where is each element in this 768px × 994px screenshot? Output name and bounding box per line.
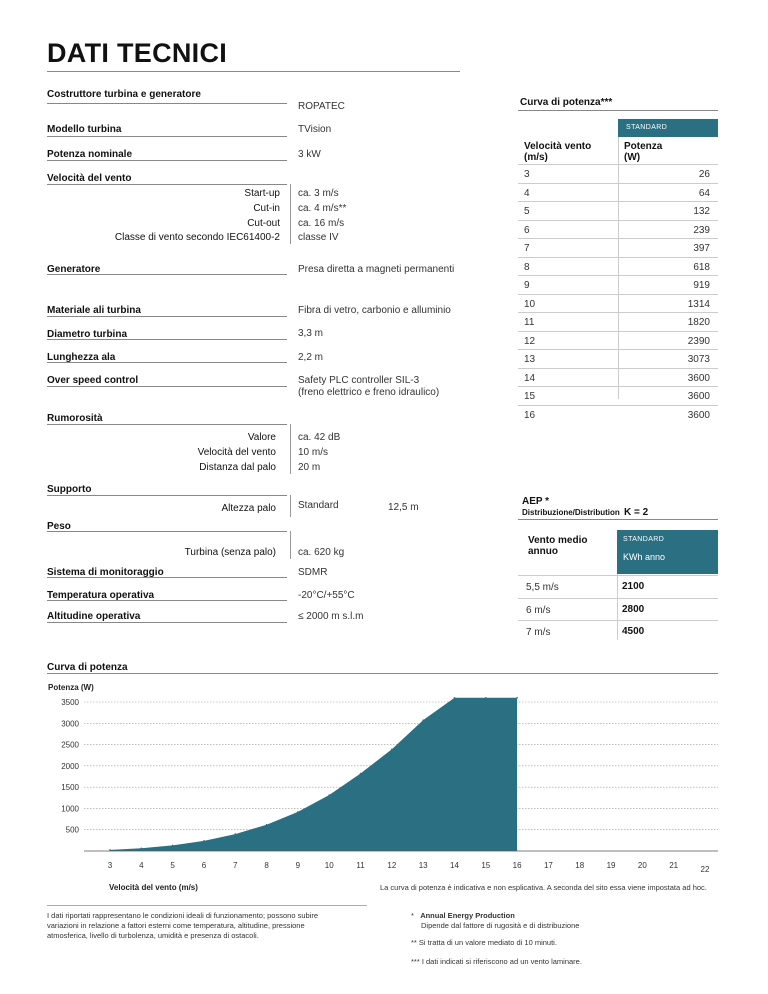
overspeed-label: Over speed control — [47, 375, 139, 386]
power-table-power: 1820 — [687, 317, 710, 328]
wind-startup-value: ca. 3 m/s — [298, 188, 339, 199]
chart-data-point — [203, 840, 205, 842]
power-table-power: 2390 — [687, 335, 710, 347]
temperature-value: -20°C/+55°C — [298, 590, 355, 601]
chart-xlabel: Velocità del vento (m/s) — [109, 883, 198, 892]
blade-material-label: Materiale ali turbina — [47, 305, 141, 316]
chart-ylabel: Potenza (W) — [48, 683, 94, 692]
monitoring-label: Sistema di monitoraggio — [47, 567, 164, 578]
chart-data-point — [360, 773, 362, 775]
power-table-speed: 15 — [524, 391, 536, 402]
power-table-speed: 11 — [524, 317, 535, 328]
footnote-star1-title: Annual Energy Production — [420, 911, 515, 920]
chart-xtick-label: 6 — [201, 861, 207, 870]
chart-data-point — [422, 719, 424, 721]
wind-cutout-label: Cut-out — [247, 218, 280, 229]
chart-xtick-label: 18 — [575, 861, 585, 870]
overspeed-value-1: Safety PLC controller SIL-3 — [298, 375, 420, 386]
wind-label: Velocità del vento — [47, 173, 132, 184]
chart-data-point — [266, 824, 268, 826]
power-table-power: 1314 — [687, 298, 710, 310]
power-table-power: 3600 — [687, 372, 710, 384]
blade-length-value: 2,2 m — [298, 352, 324, 363]
power-table-speed: 4 — [524, 187, 530, 199]
power-table-speed: 14 — [524, 372, 536, 384]
chart-data-point — [141, 847, 143, 849]
power-value: 3 kW — [298, 149, 321, 160]
noise-value: ca. 42 dB — [298, 432, 341, 443]
support-value: Standard — [298, 500, 339, 511]
weight-value: ca. 620 kg — [298, 547, 345, 558]
footnote-star2: ** Si tratta di un valore mediato di 10 minuti. — [411, 938, 557, 947]
wind-class-label: Classe di vento secondo IEC61400-2 — [114, 232, 280, 243]
manufacturer-value: ROPATEC — [298, 101, 345, 112]
wind-cutin-value: ca. 4 m/s** — [298, 203, 347, 214]
chart-ytick-label: 3500 — [61, 698, 79, 707]
footnote-star1 — [411, 911, 579, 931]
aep-value: 2800 — [622, 603, 645, 615]
aep-title: AEP * — [522, 496, 550, 507]
chart-xtick-label: 3 — [107, 861, 113, 870]
power-table-power: 3600 — [687, 409, 710, 421]
generator-label: Generatore — [47, 264, 101, 275]
chart-ytick-label: 2500 — [61, 740, 79, 750]
noise-wind-value: 10 m/s — [298, 447, 329, 458]
power-table-power: 239 — [693, 224, 710, 236]
model-label: Modello turbina — [47, 124, 122, 135]
diameter-value: 3,3 m — [298, 328, 324, 339]
power-table-power: 3600 — [687, 391, 710, 402]
chart-data-point — [109, 849, 111, 851]
manufacturer-label: Costruttore turbina e generatore — [47, 89, 201, 100]
chart-xtick-label: 15 — [481, 861, 491, 870]
power-table-speed: 13 — [524, 354, 536, 365]
overspeed-value-2: (freno elettrico e freno idraulico) — [298, 387, 440, 398]
aep-wind: 7 m/s — [526, 627, 551, 638]
footnote-left-line2: variazioni in relazione a fattori esterni come temperatura, altitudine, pressione — [47, 921, 305, 930]
chart-xtick-label: 16 — [512, 861, 522, 870]
wind-cutout-value: ca. 16 m/s — [298, 218, 345, 229]
wind-class-value: classe IV — [298, 232, 339, 243]
noise-distance-label: Distanza dal palo — [199, 462, 276, 473]
weight-label: Peso — [47, 521, 71, 532]
chart-section-title: Curva di potenza — [47, 662, 128, 673]
aep-k: K = 2 — [624, 507, 649, 518]
noise-wind-label: Velocità del vento — [197, 447, 276, 458]
weight-sub-label: Turbina (senza palo) — [184, 547, 276, 558]
chart-ytick-label: 3000 — [61, 719, 79, 729]
chart-data-point — [485, 697, 487, 699]
power-table-col2-2: (W) — [624, 152, 641, 163]
chart-xtick-label: 11 — [356, 861, 365, 870]
footnote-star1-mark: * — [411, 911, 414, 920]
chart-xtick-label: 8 — [264, 861, 269, 870]
power-table-speed: 5 — [524, 206, 530, 217]
power-table-speed: 7 — [524, 243, 530, 254]
power-table-power: 397 — [693, 243, 710, 254]
chart-xtick-label: 7 — [233, 861, 238, 870]
diameter-label: Diametro turbina — [47, 329, 128, 340]
blade-material-value: Fibra di vetro, carbonio e alluminio — [298, 305, 451, 316]
chart-ytick-label: 1500 — [61, 783, 79, 793]
chart-xtick-label: 9 — [295, 861, 301, 870]
power-label: Potenza nominale — [47, 149, 133, 160]
power-table-speed: 12 — [524, 335, 536, 347]
chart-data-point — [516, 697, 518, 699]
footnote-left-line1: I dati riportati rappresentano le condizioni ideali di funzionamento; possono subire — [47, 911, 318, 920]
chart-data-point — [454, 697, 456, 699]
noise-distance-value: 20 m — [298, 462, 321, 473]
support-sub-label: Altezza palo — [221, 503, 276, 514]
chart-note: La curva di potenza è indicativa e non esplicativa. A seconda del sito essa viene impostata ad hoc. — [380, 883, 707, 892]
chart-xtick-label: 20 — [637, 861, 647, 870]
chart-data-point — [328, 794, 330, 796]
monitoring-value: SDMR — [298, 567, 328, 578]
aep-col1-2: annuo — [528, 546, 558, 557]
footnote-star1-text: Dipende dal fattore di rugosità e di distribuzione — [421, 921, 580, 930]
footnote-left-line3: atmosferica, livello di turbolenza, umidità e presenza di ostacoli. — [47, 931, 259, 940]
footnote-left — [47, 911, 318, 941]
power-table-speed: 16 — [524, 409, 536, 421]
chart-xtick-label: 14 — [450, 861, 459, 870]
chart-data-point — [391, 748, 393, 750]
chart-xtick-label: 21 — [669, 861, 679, 870]
chart-data-point — [297, 811, 299, 813]
chart-xtick-label: 10 — [324, 861, 334, 870]
power-table-speed: 9 — [524, 280, 530, 291]
aep-value: 4500 — [622, 626, 645, 637]
power-table-power: 26 — [698, 169, 710, 180]
chart-area-series — [110, 698, 517, 851]
altitude-value: ≤ 2000 m s.l.m — [298, 611, 364, 622]
wind-cutin-label: Cut-in — [253, 203, 280, 214]
power-table-speed: 3 — [524, 169, 530, 180]
altitude-label: Altitudine operativa — [47, 611, 141, 622]
power-table-tag-text: STANDARD — [626, 124, 668, 131]
power-table-title: Curva di potenza*** — [520, 97, 613, 108]
aep-col2: KWh anno — [623, 552, 666, 562]
aep-subtitle: Distribuzione/Distribution — [522, 508, 620, 517]
aep-wind: 5,5 m/s — [526, 582, 559, 593]
chart-xtick-label: 17 — [543, 861, 553, 870]
chart-data-point — [172, 845, 174, 847]
power-table-speed: 10 — [524, 298, 536, 310]
noise-label: Rumorosità — [47, 413, 103, 424]
chart-xtick-label: 13 — [418, 861, 428, 870]
page-title: DATI TECNICI — [47, 38, 228, 68]
aep-wind: 6 m/s — [526, 604, 551, 616]
temperature-label: Temperatura operativa — [47, 590, 155, 601]
chart-ytick-label: 2000 — [61, 761, 79, 771]
aep-tag: STANDARD — [623, 536, 665, 543]
power-table-col1-2: (m/s) — [524, 152, 548, 163]
support-height-value: 12,5 m — [388, 502, 419, 513]
power-table-power: 64 — [698, 187, 710, 199]
power-table-power: 919 — [693, 280, 710, 291]
chart-ytick-label: 500 — [65, 825, 79, 835]
power-table-speed: 6 — [524, 224, 530, 236]
power-table-col1-1: Velocità vento — [524, 141, 592, 152]
power-table-col2-1: Potenza — [624, 141, 663, 152]
noise-value-label: Valore — [247, 432, 276, 443]
aep-value: 2100 — [622, 581, 645, 592]
chart-xtick-label: 22 — [700, 865, 710, 874]
power-table-power: 618 — [693, 261, 710, 273]
model-value: TVision — [298, 124, 332, 135]
blade-length-label: Lunghezza ala — [47, 352, 116, 363]
wind-startup-label: Start-up — [244, 188, 280, 199]
power-table-speed: 8 — [524, 261, 530, 273]
aep-col1-1: Vento medio — [528, 535, 588, 546]
power-table-power: 3073 — [687, 354, 710, 365]
chart-xtick-label: 4 — [139, 861, 144, 870]
footnote-star3: *** I dati indicati si riferiscono ad un vento laminare. — [411, 957, 582, 966]
chart-data-point — [234, 833, 236, 835]
power-table-power: 132 — [693, 206, 710, 217]
chart-ytick-label: 1000 — [61, 804, 79, 814]
footnote-divider — [47, 905, 367, 906]
chart-xtick-label: 19 — [606, 861, 616, 870]
chart-xtick-label: 5 — [170, 861, 175, 870]
support-label: Supporto — [47, 484, 92, 495]
chart-xtick-label: 12 — [387, 861, 397, 870]
generator-value: Presa diretta a magneti permanenti — [298, 264, 455, 275]
